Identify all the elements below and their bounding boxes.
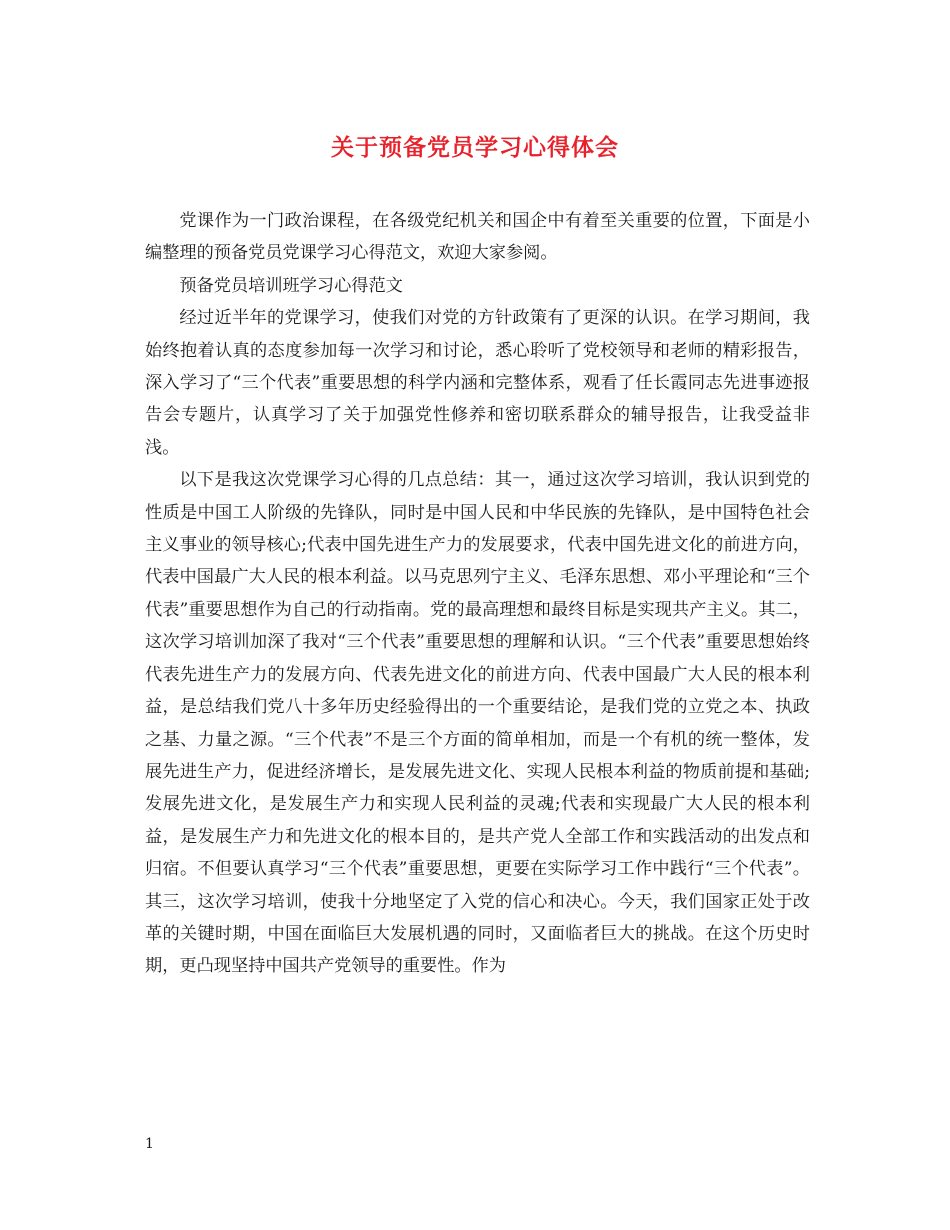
paragraph-study-experience: 经过近半年的党课学习，使我们对党的方针政策有了更深的认识。在学习期间，我始终抱着认真的态度参加每一次学习和讨论，悉心聆听了党校领导和老师的精彩报告，深入学习了“三个代表”重要思想的科学内涵和完整体系，观看了任长霞同志先进事迹报告会专题片，认真学习了关于加强党性修养和密切联系群众的辅导报告，让我受益非浅。 (145, 308, 810, 458)
paragraph-subheading: 预备党员培训班学习心得范文 (179, 275, 403, 296)
paragraph-summary: 以下是我这次党课学习心得的几点总结：其一，通过这次学习培训，我认识到党的性质是中国工人阶级的先锋队，同时是中国人民和中华民族的先锋队，是中国特色社会主义事业的领导核心;代表中国先进生产力的发展要求，代表中国先进文化的前进方向，代表中国最广大人民的根本利益。以马克思列宁主义、毛泽东思想、邓小平理论和“三个代表”重要思想作为自己的行动指南。党的最高理想和最终目标是实现共产主义。其二，这次学习培训加深了我对“三个代表”重要思想的理解和认识。“三个代表”重要思想始终代表先进生产力的发展方向、代表先进文化的前进方向、代表中国最广大人民的根本利益，是总结我们党八十多年历史经验得出的一个重要结论，是我们党的立党之本、执政之基、力量之源。“三个代表”不是三个方面的简单相加，而是一个有机的统一整体，发展先进生产力，促进经济增长，是发展先进文化、实现人民根本利益的物质前提和基础;发展先进文化，是发展生产力和实现人民利益的灵魂;代表和实现最广大人民的根本利益，是发展生产力和先进文化的根本目的，是共产党人全部工作和实践活动的出发点和归宿。不但要认真学习“三个代表”重要思想，更要在实际学习工作中践行“三个代表”。其三，这次学习培训，使我十分地坚定了入党的信心和决心。今天，我们国家正处于改革的关键时期，中国在面临巨大发展机遇的同时，又面临者巨大的挑战。在这个历史时期，更凸现坚持中国共产党领导的重要性。作为 (145, 470, 810, 977)
page-number: 1 (145, 1136, 154, 1152)
document-body (145, 205, 810, 983)
document-title: 关于预备党员学习心得体会 (331, 134, 619, 161)
paragraph-intro: 党课作为一门政治课程，在各级党纪机关和国企中有着至关重要的位置，下面是小编整理的预备党员党课学习心得范文，欢迎大家参阅。 (145, 211, 810, 264)
